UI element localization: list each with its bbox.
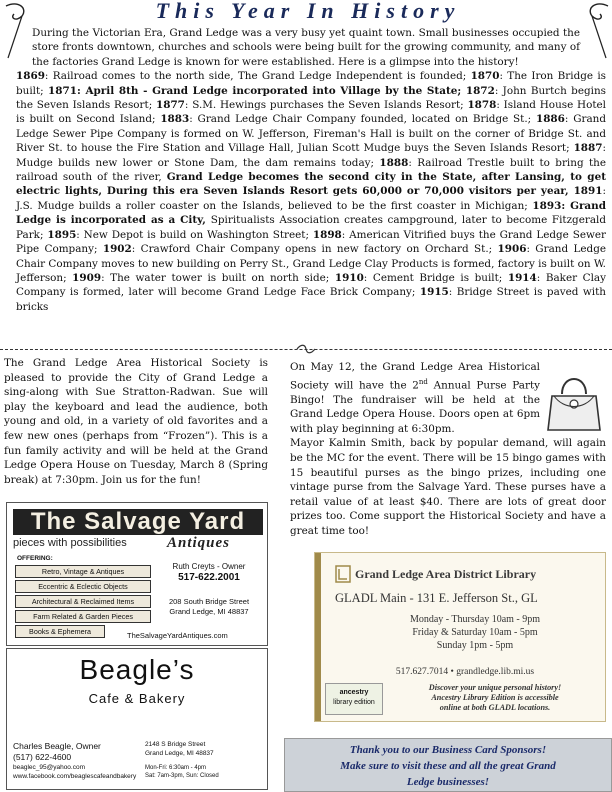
history-event: : Bridge Street is paved with bricks xyxy=(16,286,607,313)
history-event: : New Depot is build on Washington Street; xyxy=(76,228,313,241)
salvage-address-line: Grand Ledge, MI 48837 xyxy=(169,607,249,616)
history-year: 1910 xyxy=(334,271,364,284)
beagles-facebook[interactable]: www.facebook.com/beaglescafeandbakery xyxy=(13,773,137,780)
ancestry-badge-sub: library edition xyxy=(333,699,375,706)
history-year: 1878 xyxy=(467,99,497,112)
library-name: Grand Ledge Area District Library xyxy=(355,567,537,581)
salvage-offering-item: Architectural & Reclaimed Items xyxy=(15,595,151,608)
history-event: : Railroad Trestle built to bring the railroad south of the river, xyxy=(16,156,606,184)
salvage-yard-ad[interactable] xyxy=(6,502,268,646)
history-year: 1883 xyxy=(160,113,190,126)
history-event: : American Vitrified buys the Grand Ledge Sewer Pipe Company; xyxy=(16,228,606,256)
library-discover xyxy=(391,683,599,713)
salvage-offering-item: Retro, Vintage & Antiques xyxy=(15,565,151,578)
library-discover-line: Ancestry Library Edition is accessible xyxy=(431,693,559,702)
history-year: 1895 xyxy=(47,228,77,241)
salvage-yard-address xyxy=(155,597,263,617)
beagles-name: Beagle’s xyxy=(79,654,195,685)
salvage-offering-item: Eccentric & Eclectic Objects xyxy=(15,580,151,593)
library-hours xyxy=(355,613,595,652)
sponsor-thanks-line: Thank you to our Business Card Sponsors! xyxy=(349,744,547,756)
purse-party-p1-after: Annual Purse Party Bingo! The fundraiser will be held at the Grand Ledge Opera House. Doors open at 6pm with play beginning at 6:30pm. xyxy=(290,379,540,435)
beagles-owner-name: Charles Beagle, Owner xyxy=(13,741,101,751)
sponsor-thanks-line: Make sure to visit these and all the great Grand xyxy=(340,760,556,772)
salvage-yard-website[interactable]: TheSalvageYardAntiques.com xyxy=(127,631,228,640)
history-event: : Cement Bridge is built; xyxy=(363,271,508,284)
history-year: 1871: April 8th - xyxy=(48,84,148,97)
beagles-address-line: 2148 S Bridge Street xyxy=(145,741,206,748)
history-year: 1909 xyxy=(72,271,102,284)
history-year: 1893 xyxy=(532,199,562,212)
library-main-location: GLADL Main - 131 E. Jefferson St., GL xyxy=(335,591,538,605)
beagles-address-line: Grand Ledge, MI 48837 xyxy=(145,749,214,757)
history-year: 1872 xyxy=(465,84,495,97)
purse-party-sup: nd xyxy=(418,377,428,386)
salvage-owner-name: Ruth Creyts - Owner xyxy=(172,562,246,571)
history-year: 1886 xyxy=(535,113,565,126)
beagles-subtitle: Cafe & Bakery xyxy=(88,691,186,706)
section-divider xyxy=(0,344,612,354)
sponsor-thanks-box xyxy=(284,738,612,792)
library-hours-line: Monday - Thursday 10am - 9pm xyxy=(409,614,541,625)
beagles-email[interactable]: beaglec_95@yahoo.com xyxy=(13,764,86,771)
beagles-hours xyxy=(145,765,219,780)
beagles-address xyxy=(145,741,214,758)
library-contact[interactable]: 517.627.7014 • grandledge.lib.mi.us xyxy=(395,667,535,677)
beagles-ad[interactable] xyxy=(6,648,268,790)
page-title: This Year In History xyxy=(155,0,461,23)
history-event: : Grand Ledge Chair Company moves to new building on Perry St., Grand Ledge Clay Products is formed, factory is built on W. Jefferson; xyxy=(16,243,606,284)
history-year: 1888 xyxy=(379,156,409,169)
history-event: Grand Ledge becomes the second city in the State, after Lansing, to get electric lights, During this era Seven Islands Resort gets 60,000 or 70,000 visitors per year, xyxy=(16,171,606,198)
library-accent-bar xyxy=(315,553,321,721)
history-year: 1914 xyxy=(507,271,537,284)
singalong-article: The Grand Ledge Area Historical Society is pleased to provide the City of Grand Ledge a sing-along with Sue Stratton-Radwan. Sue will play the keyboard and lead the audience, both young and old, in a variety of old favorites and a few new ones (perhaps from “Frozen”). This is a fun family activity and will be held at the Grand Ledge Opera House on Tuesday, March 8 (Spring break) at 7:30pm. Join us for the fun! xyxy=(4,357,268,486)
history-event: : Grand Ledge is incorporated as a City, xyxy=(16,199,606,227)
salvage-owner-phone: 517-622.2001 xyxy=(178,572,240,583)
history-timeline xyxy=(6,69,606,314)
ancestry-badge xyxy=(325,683,383,715)
history-section xyxy=(6,26,606,314)
salvage-yard-name: The Salvage Yard xyxy=(13,509,263,535)
salvage-yard-offering: OFFERING: xyxy=(17,555,53,562)
history-year: 1869 xyxy=(16,70,45,83)
history-event: : John Burtch begins the Seven Islands Resort; xyxy=(16,84,606,112)
history-year: 1891 xyxy=(573,185,603,198)
history-event: : Grand Ledge Sewer Pipe Company is formed on W. Jefferson, Fireman's Hall is built on the corner of Bridge St. and River St. to house the Fire Station and Village Hall, Julian Scott Mudge buys the Seven Islands Resort; xyxy=(16,113,607,155)
history-event: : Railroad comes to the north side, The Grand Ledge Independent is founded; xyxy=(44,70,471,83)
library-discover-line: online at both GLADL locations. xyxy=(439,703,551,712)
beagles-hours-line: Mon-Fri: 6:30am - 4pm xyxy=(145,765,207,771)
history-event: : Baker Clay Company is formed, later will become Grand Ledge Face Brick Company; xyxy=(16,271,606,299)
history-year: 1898 xyxy=(312,228,342,241)
purse-icon xyxy=(544,366,604,436)
library-hours-line: Friday & Saturday 10am - 5pm xyxy=(412,627,538,638)
history-intro: During the Victorian Era, Grand Ledge was a very busy yet quaint town. Small businesses occupied the store fronts downtown, churches and schools were being built for the growing community, and many of the factories Grand Ledge is known for were established. Here is a glimpse into the history! xyxy=(32,27,580,68)
library-hours-line: Sunday 1pm - 5pm xyxy=(436,640,514,651)
history-event: : The Iron Bridge is built; xyxy=(16,70,606,97)
history-event: : The water tower is built on north side; xyxy=(101,271,335,284)
salvage-yard-tagline: pieces with possibilities xyxy=(13,537,127,549)
beagles-owner xyxy=(13,741,101,763)
history-event: : J.S. Mudge builds a roller coaster on the Islands, believed to be the first coaster in Michigan; xyxy=(16,185,606,212)
beagles-owner-phone: (517) 622-4600 xyxy=(13,752,72,762)
history-year: 1870 xyxy=(470,70,500,83)
purse-party-p1-before: On May 12, the Grand Ledge Area Historical Society will have the 2 xyxy=(290,361,540,392)
history-event: : Island House Hotel is built on Second Island; xyxy=(16,99,606,126)
sponsor-thanks-line: Ledge businesses! xyxy=(406,776,490,788)
library-logo-icon xyxy=(335,565,351,583)
history-event: : S.M. Hewings purchases the Seven Islands Resort; xyxy=(184,99,468,112)
ancestry-badge-title: ancestry xyxy=(339,689,369,696)
history-year: 1902 xyxy=(102,243,132,256)
beagles-contact xyxy=(13,763,136,781)
history-year: 1877 xyxy=(155,99,185,112)
history-event: : Crawford Chair Company opens in new factory on Orchard St.; xyxy=(131,243,498,256)
history-event: Grand Ledge incorporated into Village by the State; xyxy=(147,84,466,97)
library-ad[interactable] xyxy=(314,552,606,722)
library-discover-line: Discover your unique personal history! xyxy=(428,683,562,692)
purse-party-p2: Mayor Kalmin Smith, back by popular demand, will again be the MC for the event. There will be 15 bingo games with 15 beautiful purses as the bingo prizes, including one vintage purse from the Salvage Yard. These purses have a retail value of at least $40. There are lots of great door prizes too. Come support the Historical Society and have a great time too! xyxy=(290,437,606,537)
beagles-hours-line: Sat: 7am-3pm, Sun: Closed xyxy=(145,772,219,779)
salvage-offering-item: Books & Ephemera xyxy=(15,625,105,638)
history-event: : Mudge builds new lower or Stone Dam, the dam remains today; xyxy=(16,142,606,169)
history-year: 1887 xyxy=(573,142,603,155)
history-year: 1906 xyxy=(497,243,527,256)
salvage-offering-item: Farm Related & Garden Pieces xyxy=(15,610,151,623)
history-year: 1915 xyxy=(419,286,449,299)
salvage-address-line: 208 South Bridge Street xyxy=(168,597,250,606)
salvage-yard-owner xyxy=(155,561,263,583)
salvage-yard-antiques: Antiques xyxy=(167,535,231,551)
history-event: Spiritualists Association creates campground, later to become Fitzgerald Park; xyxy=(16,214,606,241)
history-event: : Grand Ledge Chair Company founded, located on Bridge St.; xyxy=(189,113,536,126)
